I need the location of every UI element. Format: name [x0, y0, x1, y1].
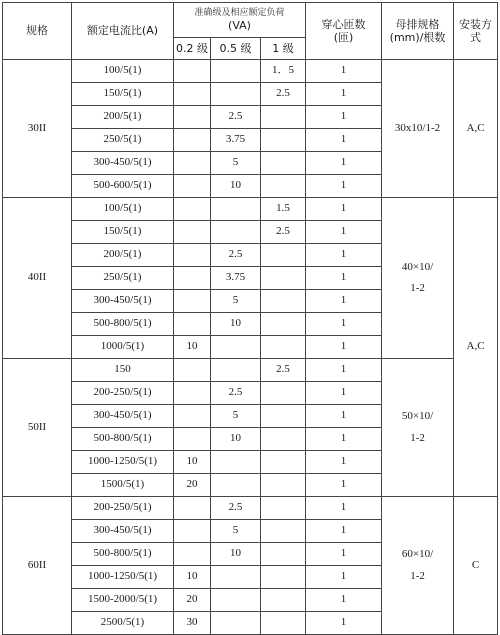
turns-cell: 1: [306, 244, 382, 267]
class-1-cell: [261, 267, 306, 290]
turns-cell: 1: [306, 83, 382, 106]
spec-cell: 40II: [3, 198, 72, 359]
class-0-2-cell: [174, 198, 211, 221]
ratio-cell: 250/5(1): [72, 129, 174, 152]
turns-cell: 1: [306, 359, 382, 382]
class-0-5-cell: 3.75: [211, 129, 261, 152]
busbar-line: 30x10/1-2: [394, 121, 441, 134]
ratio-cell: 500-800/5(1): [72, 543, 174, 566]
turns-cell: 1: [306, 267, 382, 290]
busbar-cell: [382, 497, 454, 635]
header-class-0-5: 0.5 级: [211, 38, 261, 60]
table-row: [3, 497, 498, 520]
class-0-5-cell: 2.5: [211, 497, 261, 520]
header-rated-current-ratio: 额定电流比(A): [72, 3, 174, 60]
class-0-2-cell: [174, 175, 211, 198]
header-accuracy-load-line1: 准确级及相应额定负荷: [194, 8, 285, 18]
class-0-2-cell: [174, 382, 211, 405]
class-0-2-cell: [174, 221, 211, 244]
turns-cell: 1: [306, 106, 382, 129]
class-0-2-cell: 30: [174, 612, 211, 635]
class-0-5-cell: [211, 566, 261, 589]
ratio-cell: 1500/5(1): [72, 474, 174, 497]
ratio-cell: 150: [72, 359, 174, 382]
turns-cell: 1: [306, 520, 382, 543]
class-1-cell: [261, 520, 306, 543]
class-0-2-cell: 10: [174, 336, 211, 359]
turns-cell: 1: [306, 474, 382, 497]
class-1-cell: [261, 405, 306, 428]
class-1-cell: [261, 290, 306, 313]
class-0-2-cell: [174, 129, 211, 152]
class-1-cell: 2.5: [261, 359, 306, 382]
busbar-cell: [382, 60, 454, 198]
class-0-5-cell: 10: [211, 543, 261, 566]
turns-cell: 1: [306, 566, 382, 589]
class-0-5-cell: 2.5: [211, 382, 261, 405]
class-0-5-cell: 2.5: [211, 244, 261, 267]
ratio-cell: 200/5(1): [72, 244, 174, 267]
header-install-method: [454, 3, 498, 60]
class-0-2-cell: [174, 106, 211, 129]
ratio-cell: 300-450/5(1): [72, 290, 174, 313]
class-0-5-cell: 10: [211, 175, 261, 198]
busbar-line: 40×10/: [401, 260, 434, 273]
turns-cell: 1: [306, 60, 382, 83]
class-0-5-cell: [211, 474, 261, 497]
ratio-cell: 500-800/5(1): [72, 428, 174, 451]
class-1-cell: [261, 382, 306, 405]
table-row: [3, 359, 498, 382]
class-0-2-cell: [174, 290, 211, 313]
ratio-cell: 200-250/5(1): [72, 497, 174, 520]
busbar-line: 1-2: [410, 282, 425, 294]
header-turns-line2: (匝): [333, 31, 354, 44]
class-0-5-cell: [211, 221, 261, 244]
class-1-cell: 2.5: [261, 83, 306, 106]
ratio-cell: 150/5(1): [72, 83, 174, 106]
header-accuracy-load: [174, 3, 306, 38]
turns-cell: 1: [306, 175, 382, 198]
class-0-5-cell: [211, 612, 261, 635]
class-0-2-cell: [174, 244, 211, 267]
class-0-2-cell: [174, 60, 211, 83]
class-0-5-cell: [211, 359, 261, 382]
class-1-cell: [261, 612, 306, 635]
class-1-cell: [261, 497, 306, 520]
turns-cell: 1: [306, 451, 382, 474]
class-0-5-cell: 5: [211, 405, 261, 428]
header-install-line1: 安装方: [459, 17, 493, 31]
class-0-2-cell: [174, 267, 211, 290]
class-0-2-cell: [174, 497, 211, 520]
class-0-2-cell: 10: [174, 566, 211, 589]
class-0-5-cell: 2.5: [211, 106, 261, 129]
class-1-cell: [261, 451, 306, 474]
ratio-cell: 200-250/5(1): [72, 382, 174, 405]
busbar-line: 1-2: [410, 431, 425, 444]
class-0-2-cell: [174, 313, 211, 336]
turns-cell: 1: [306, 129, 382, 152]
turns-cell: 1: [306, 428, 382, 451]
class-1-cell: [261, 336, 306, 359]
turns-cell: 1: [306, 382, 382, 405]
ratio-cell: 1000/5(1): [72, 336, 174, 359]
class-1-cell: [261, 589, 306, 612]
table-body: [3, 60, 498, 635]
table-row: [3, 60, 498, 83]
ratio-cell: 250/5(1): [72, 267, 174, 290]
spec-cell: 50II: [3, 359, 72, 497]
class-1-cell: [261, 428, 306, 451]
class-0-2-cell: 10: [174, 451, 211, 474]
ratio-cell: 150/5(1): [72, 221, 174, 244]
class-1-cell: [261, 244, 306, 267]
header-turns-line1: 穿心匝数: [321, 17, 366, 31]
turns-cell: 1: [306, 336, 382, 359]
ratio-cell: 100/5(1): [72, 60, 174, 83]
class-0-5-cell: 10: [211, 428, 261, 451]
class-1-cell: [261, 175, 306, 198]
class-0-5-cell: 10: [211, 313, 261, 336]
ratio-cell: 1500-2000/5(1): [72, 589, 174, 612]
busbar-cell: [382, 198, 454, 359]
class-0-2-cell: [174, 520, 211, 543]
ratio-cell: 2500/5(1): [72, 612, 174, 635]
class-0-5-cell: [211, 451, 261, 474]
ratio-cell: 1000-1250/5(1): [72, 451, 174, 474]
class-1-cell: 1.5: [261, 198, 306, 221]
class-0-2-cell: [174, 359, 211, 382]
ratio-cell: 200/5(1): [72, 106, 174, 129]
spec-cell: 60II: [3, 497, 72, 635]
class-1-cell: [261, 106, 306, 129]
busbar-line: 50×10/: [401, 410, 434, 423]
header-turns: [306, 3, 382, 60]
class-1-cell: [261, 566, 306, 589]
turns-cell: 1: [306, 589, 382, 612]
turns-cell: 1: [306, 198, 382, 221]
header-install-line2: 式: [470, 31, 482, 44]
class-1-cell: [261, 152, 306, 175]
ratio-cell: 300-450/5(1): [72, 520, 174, 543]
class-0-2-cell: [174, 428, 211, 451]
turns-cell: 1: [306, 313, 382, 336]
class-1-cell: [261, 313, 306, 336]
header-busbar-line1: 母排规格: [395, 17, 440, 31]
class-0-5-cell: [211, 589, 261, 612]
header-busbar: [382, 3, 454, 60]
turns-cell: 1: [306, 152, 382, 175]
turns-cell: 1: [306, 405, 382, 428]
class-0-5-cell: [211, 336, 261, 359]
ratio-cell: 300-450/5(1): [72, 405, 174, 428]
ratio-cell: 500-800/5(1): [72, 313, 174, 336]
class-0-5-cell: [211, 83, 261, 106]
ct-spec-table: [2, 2, 498, 635]
class-0-2-cell: [174, 405, 211, 428]
ratio-cell: 500-600/5(1): [72, 175, 174, 198]
turns-cell: 1: [306, 221, 382, 244]
class-0-2-cell: 20: [174, 589, 211, 612]
header-busbar-line2: (mm)/根数: [389, 31, 446, 44]
install-method-cell: A,C: [454, 60, 498, 198]
class-1-cell: 1．5: [261, 60, 306, 83]
class-0-2-cell: [174, 83, 211, 106]
class-0-2-cell: 20: [174, 474, 211, 497]
header-class-0-2: 0.2 级: [174, 38, 211, 60]
ratio-cell: 100/5(1): [72, 198, 174, 221]
class-0-5-cell: 3.75: [211, 267, 261, 290]
turns-cell: 1: [306, 612, 382, 635]
table-row: [3, 198, 498, 221]
class-0-5-cell: [211, 198, 261, 221]
ratio-cell: 1000-1250/5(1): [72, 566, 174, 589]
busbar-line: 1-2: [410, 569, 425, 582]
spec-cell: 30II: [3, 60, 72, 198]
class-0-5-cell: 5: [211, 152, 261, 175]
class-0-5-cell: [211, 60, 261, 83]
class-0-2-cell: [174, 152, 211, 175]
ratio-cell: 300-450/5(1): [72, 152, 174, 175]
busbar-line: 60×10/: [401, 548, 434, 561]
class-1-cell: 2.5: [261, 221, 306, 244]
class-1-cell: [261, 474, 306, 497]
header-class-1: 1 级: [261, 38, 306, 60]
class-0-5-cell: 5: [211, 520, 261, 543]
class-1-cell: [261, 129, 306, 152]
header-accuracy-load-line2: (VA): [228, 18, 251, 32]
install-method-cell: C: [454, 497, 498, 635]
turns-cell: 1: [306, 543, 382, 566]
turns-cell: 1: [306, 497, 382, 520]
header-spec: 规格: [3, 3, 72, 60]
busbar-cell: [382, 359, 454, 497]
turns-cell: 1: [306, 290, 382, 313]
install-method-cell: A,C: [454, 198, 498, 497]
class-0-5-cell: 5: [211, 290, 261, 313]
